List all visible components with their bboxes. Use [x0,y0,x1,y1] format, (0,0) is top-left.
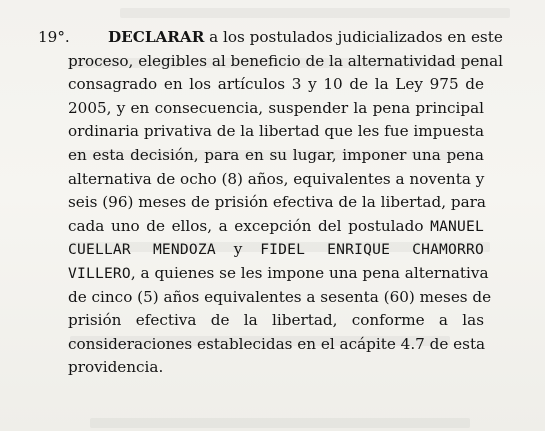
clause-line [68,50,504,74]
defendant-name: FIDEL ENRIQUE CHAMORRO [260,241,484,259]
clause-line [68,262,489,286]
clause-text-segment: de cinco (5) años equivalentes a sesenta (60) meses de [68,287,492,306]
clause-line [68,97,484,121]
clause-text-segment: consideraciones establecidas en el acápite 4.7 de esta [68,334,486,353]
clause-line [68,120,484,144]
clause-text-segment: prisión efectiva de la libertad, conforme a las [68,311,484,330]
clause-text-segment: consagrado en los artículos 3 y 10 de la Ley 975 de [68,75,484,94]
clause-text-segment: cada uno de ellos, a excepción del postulado [68,216,431,235]
defendant-name: VILLERO [68,265,131,282]
clause-line [68,309,484,333]
clause-line [68,356,484,380]
clause-text-segment: y [215,240,261,259]
clause-line [68,215,484,239]
clause-number: 19°. [38,28,70,46]
clause-text-segment: a los postulados judicializados en este [204,28,503,46]
clause-text-segment: ordinaria privativa de la libertad que les fue impuesta [68,122,485,141]
clause-line [108,26,503,50]
clause-line [68,333,484,357]
clause-text-segment: seis (96) meses de prisión efectiva de la libertad, para [68,193,486,212]
clause-text-segment: , a quienes se les impone una pena alternativa [130,264,489,282]
clause-line [68,144,484,168]
clause-text-segment: providencia. [68,358,164,377]
clause-line [68,168,484,192]
clause-line [68,73,484,97]
clause-text-segment: proceso, elegibles al beneficio de la alternatividad penal [68,51,504,70]
declarar-keyword: DECLARAR [108,28,205,46]
clause-line [68,286,492,310]
defendant-name: CUELLAR MENDOZA [68,241,216,259]
clause-line [68,238,484,262]
clause-line [68,191,484,215]
clause-text-segment: en esta decisión, para en su lugar, imponer una pena [68,146,484,164]
defendant-name: MANUEL [430,217,484,235]
clause-text-segment: alternativa de ocho (8) años, equivalentes a noventa y [68,169,485,188]
clause-text-segment: 2005, y en consecuencia, suspender la pena principal [68,98,484,117]
